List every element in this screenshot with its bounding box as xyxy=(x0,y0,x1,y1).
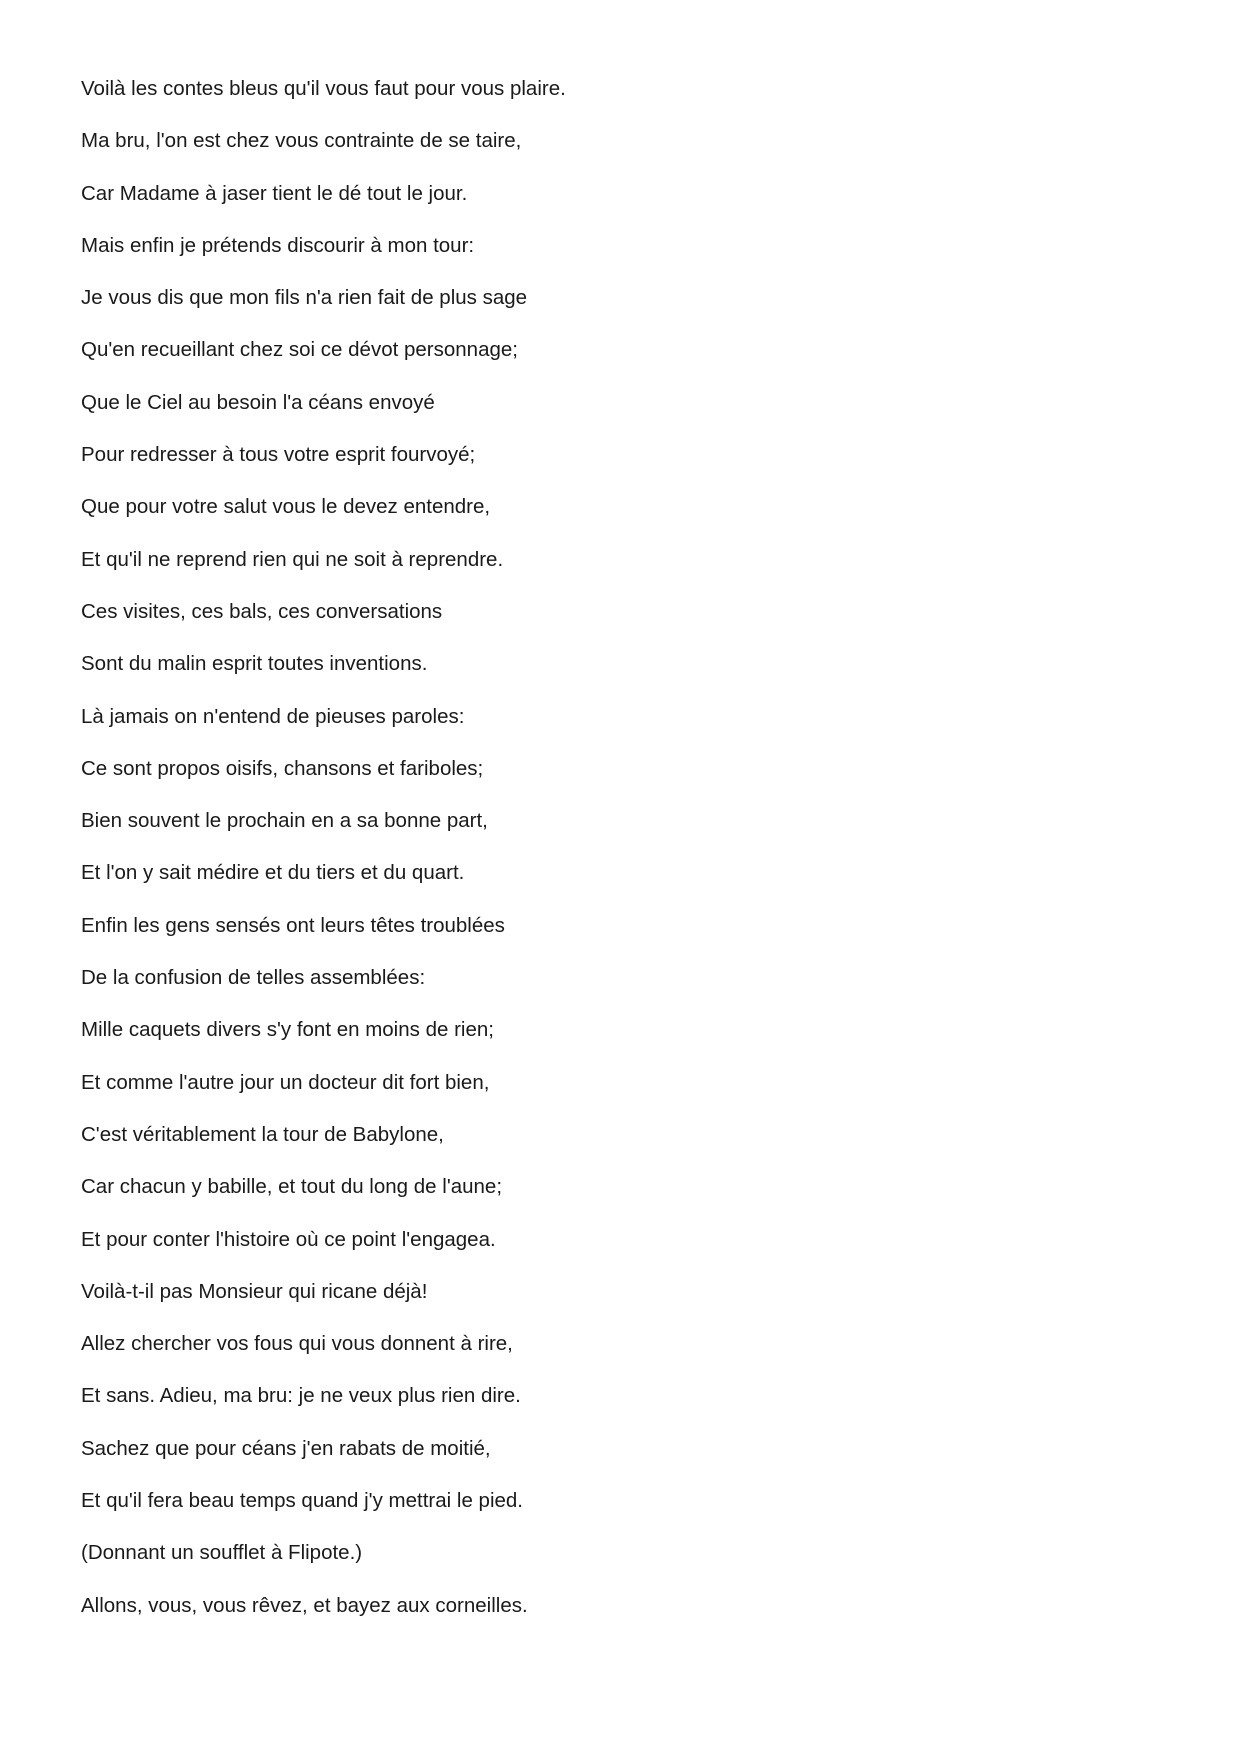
verse-line: Là jamais on n'entend de pieuses paroles: xyxy=(81,704,465,728)
verse-line: Qu'en recueillant chez soi ce dévot personnage; xyxy=(81,338,518,362)
verse-line: Mais enfin je prétends discourir à mon tour: xyxy=(81,233,475,257)
verse-line: Ces visites, ces bals, ces conversations xyxy=(81,599,443,623)
verse-line: Allons, vous, vous rêvez, et bayez aux corneilles. xyxy=(81,1593,528,1617)
verse-line: Et comme l'autre jour un docteur dit fort bien, xyxy=(81,1070,490,1094)
verse-list xyxy=(81,78,566,1647)
verse-line: Que le Ciel au besoin l'a céans envoyé xyxy=(81,390,435,414)
verse-line: Car chacun y babille, et tout du long de l'aune; xyxy=(81,1175,503,1199)
verse-line: Enfin les gens sensés ont leurs têtes troublées xyxy=(81,913,505,937)
verse-line: Car Madame à jaser tient le dé tout le jour. xyxy=(81,181,468,205)
verse-line: Je vous dis que mon fils n'a rien fait de plus sage xyxy=(81,286,528,310)
verse-line: Et pour conter l'histoire où ce point l'engagea. xyxy=(81,1227,496,1251)
verse-line: Que pour votre salut vous le devez entendre, xyxy=(81,495,491,519)
verse-line: Bien souvent le prochain en a sa bonne part, xyxy=(81,809,488,833)
verse-line: Et qu'il ne reprend rien qui ne soit à reprendre. xyxy=(81,547,504,571)
verse-line: Sont du malin esprit toutes inventions. xyxy=(81,652,428,676)
verse-line: Pour redresser à tous votre esprit fourvoyé; xyxy=(81,443,476,467)
verse-line: Ma bru, l'on est chez vous contrainte de se taire, xyxy=(81,129,522,153)
verse-line: Voilà-t-il pas Monsieur qui ricane déjà! xyxy=(81,1279,428,1303)
verse-line: Allez chercher vos fous qui vous donnent à rire, xyxy=(81,1332,513,1356)
verse-line: De la confusion de telles assemblées: xyxy=(81,966,426,990)
verse-line: Voilà les contes bleus qu'il vous faut pour vous plaire. xyxy=(81,77,566,100)
verse-line: Et qu'il fera beau temps quand j'y mettrai le pied. xyxy=(81,1489,523,1513)
verse-line: Sachez que pour céans j'en rabats de moitié, xyxy=(81,1436,491,1460)
verse-line: Mille caquets divers s'y font en moins de rien; xyxy=(81,1018,494,1042)
verse-line: Ce sont propos oisifs, chansons et fariboles; xyxy=(81,756,484,780)
verse-line: Et sans. Adieu, ma bru: je ne veux plus rien dire. xyxy=(81,1384,521,1408)
verse-line: C'est véritablement la tour de Babylone, xyxy=(81,1122,444,1146)
verse-line: Et l'on y sait médire et du tiers et du quart. xyxy=(81,861,465,885)
stage-direction: (Donnant un soufflet à Flipote.) xyxy=(81,1541,363,1565)
